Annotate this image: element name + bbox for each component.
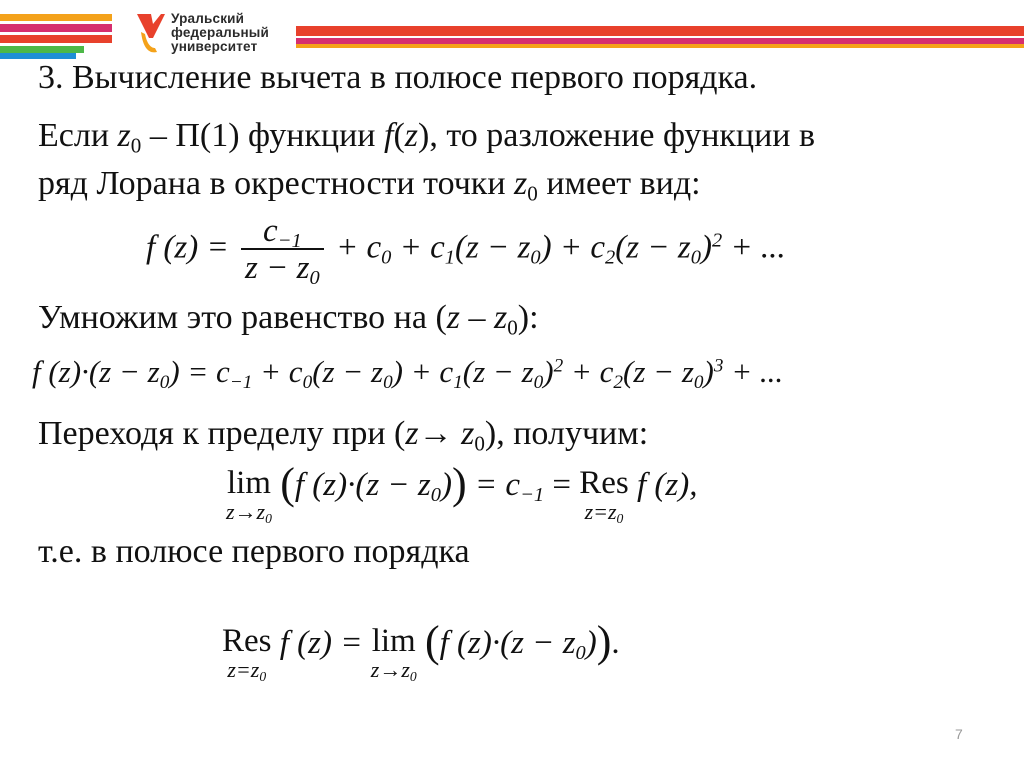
residue-first-order-formula: Res $z=z_0$ f (z) = lim $z\to z_0$ (f $(z)\cdot(z - z_0)$). <box>222 617 620 685</box>
slide-heading: 3. Вычисление вычета в полюсе первого порядка. <box>38 59 758 96</box>
logo-line-1: Уральский <box>171 11 245 26</box>
university-logo <box>135 12 269 56</box>
ural-logo-icon <box>135 12 165 56</box>
limit-residue-formula: lim $z\to z_0$ (f $(z)\cdot(z - z_0)) = c_{-1}$ = Res $z=z_0$ f (z), <box>226 459 698 527</box>
multiplied-series-formula: f $(z)\cdot(z - z_0) = c_{-1} + c_0(z - z_0) + c_1(z - z_0)^2 + c_2(z - z_0)^3$ + ... <box>32 354 784 393</box>
logo-line-2: федеральный <box>171 25 270 40</box>
paragraph-1-line-2: ряд Лорана в окрестности точки $z_0$ имеет вид: <box>38 165 701 206</box>
logo-line-3: университет <box>171 39 258 54</box>
multiply-line: Умножим это равенство на $(z - z_0)$: <box>38 299 539 340</box>
residue-operator: Res $z=z_0$ <box>579 465 629 527</box>
laurent-series-formula: f (z) = $\frac{c_{-1}}{z - z_0}$ + $c_0 + c_1(z - z_0) + c_2(z - z_0)^2$ + ... <box>146 213 786 290</box>
logo-text <box>171 12 269 54</box>
residue-operator: Res $z=z_0$ <box>222 623 272 685</box>
paragraph-1-line-1: Если $z_0 - П(1)$ функции f(z), то разложение функции в <box>38 117 816 158</box>
page-number: 7 <box>955 726 963 742</box>
ie-line: т.е. в полюсе первого порядка <box>38 533 470 570</box>
fraction: $\frac{c_{-1}}{z - z_0}$ <box>241 214 324 286</box>
limit-operator: lim $z\to z_0$ <box>370 623 417 685</box>
limit-operator: lim $z\to z_0$ <box>226 465 272 527</box>
limit-line: Переходя к пределу при $(z\to z_0)$, получим: <box>38 415 649 456</box>
